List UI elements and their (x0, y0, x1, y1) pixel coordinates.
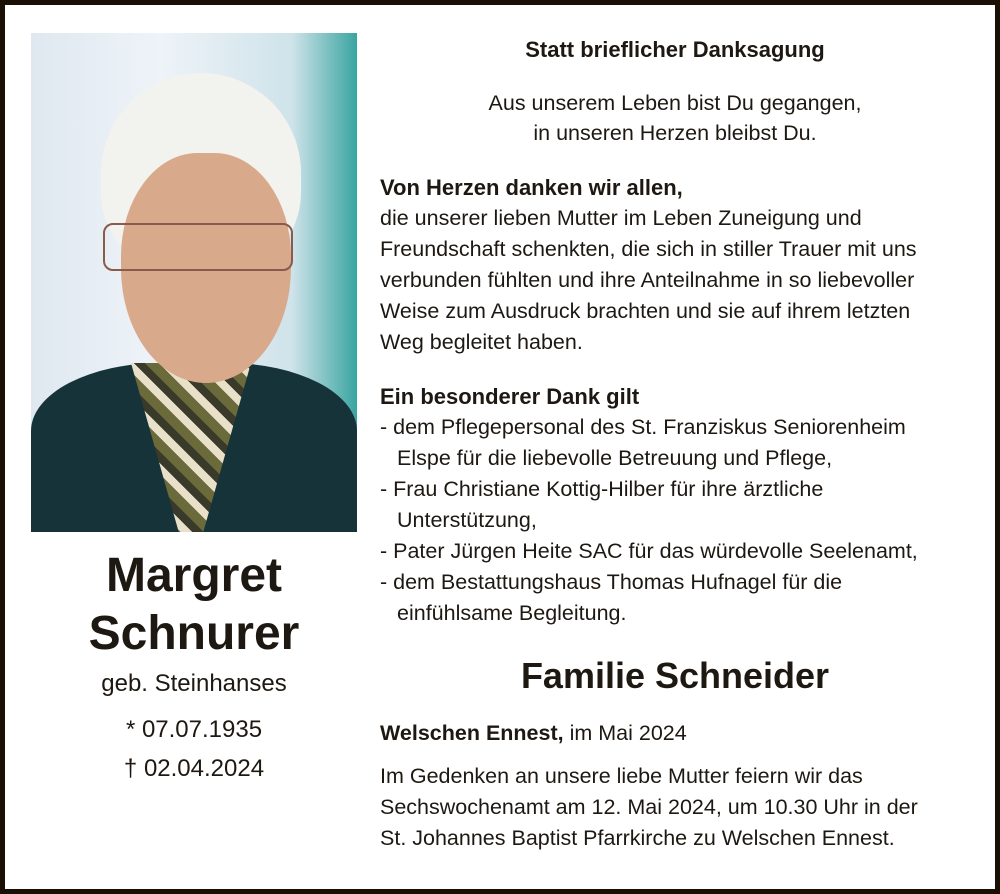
thanks-line: verbunden fühlten und ihre Anteilnahme in so liebevoller (380, 268, 915, 292)
birth-date: * 07.07.1935 (125, 716, 263, 743)
special-line: einfühlsame Begleitung. (397, 601, 627, 625)
memorial-line: St. Johannes Baptist Pfarrkirche zu Welschen Ennest. (380, 826, 895, 850)
last-name: Schnurer (88, 607, 300, 660)
death-date: † 02.04.2024 (123, 755, 265, 782)
special-line: - Frau Christiane Kottig-Hilber für ihre ärztliche (380, 477, 824, 501)
first-name: Margret (105, 549, 283, 602)
verse-line: in unseren Herzen bleibst Du. (533, 121, 817, 145)
thanks-line: die unserer lieben Mutter im Leben Zuneigung und (380, 206, 862, 230)
thanks-heading: Von Herzen danken wir allen, (380, 175, 683, 200)
thanks-line: Freundschaft schenkten, die sich in stiller Trauer mit uns (380, 237, 917, 261)
special-line: Unterstützung, (397, 508, 537, 532)
thanks-line: Weise zum Ausdruck brachten und sie auf ihrem letzten (380, 299, 911, 323)
date: im Mai 2024 (563, 721, 687, 745)
special-line: Elspe für die liebevolle Betreuung und Pflege, (397, 446, 833, 470)
portrait-photo (31, 33, 357, 532)
special-line: - dem Bestattungshaus Thomas Hufnagel für die (380, 570, 843, 594)
memorial-line: Im Gedenken an unsere liebe Mutter feiern wir das (380, 764, 863, 788)
special-line: - Pater Jürgen Heite SAC für das würdevolle Seelenamt, (380, 539, 918, 563)
special-line: - dem Pflegepersonal des St. Franziskus Seniorenheim (380, 415, 906, 439)
place: Welschen Ennest, (380, 721, 564, 745)
family-signature: Familie Schneider (520, 655, 830, 696)
verse-line: Aus unserem Leben bist Du gegangen, (488, 91, 862, 115)
notice-title: Statt brieflicher Danksagung (525, 37, 825, 62)
memorial-line: Sechswochenamt am 12. Mai 2024, um 10.30 Uhr in der (380, 795, 918, 819)
special-heading: Ein besonderer Dank gilt (380, 384, 640, 409)
thanks-line: Weg begleitet haben. (380, 330, 583, 354)
maiden-name: geb. Steinhanses (101, 670, 287, 697)
